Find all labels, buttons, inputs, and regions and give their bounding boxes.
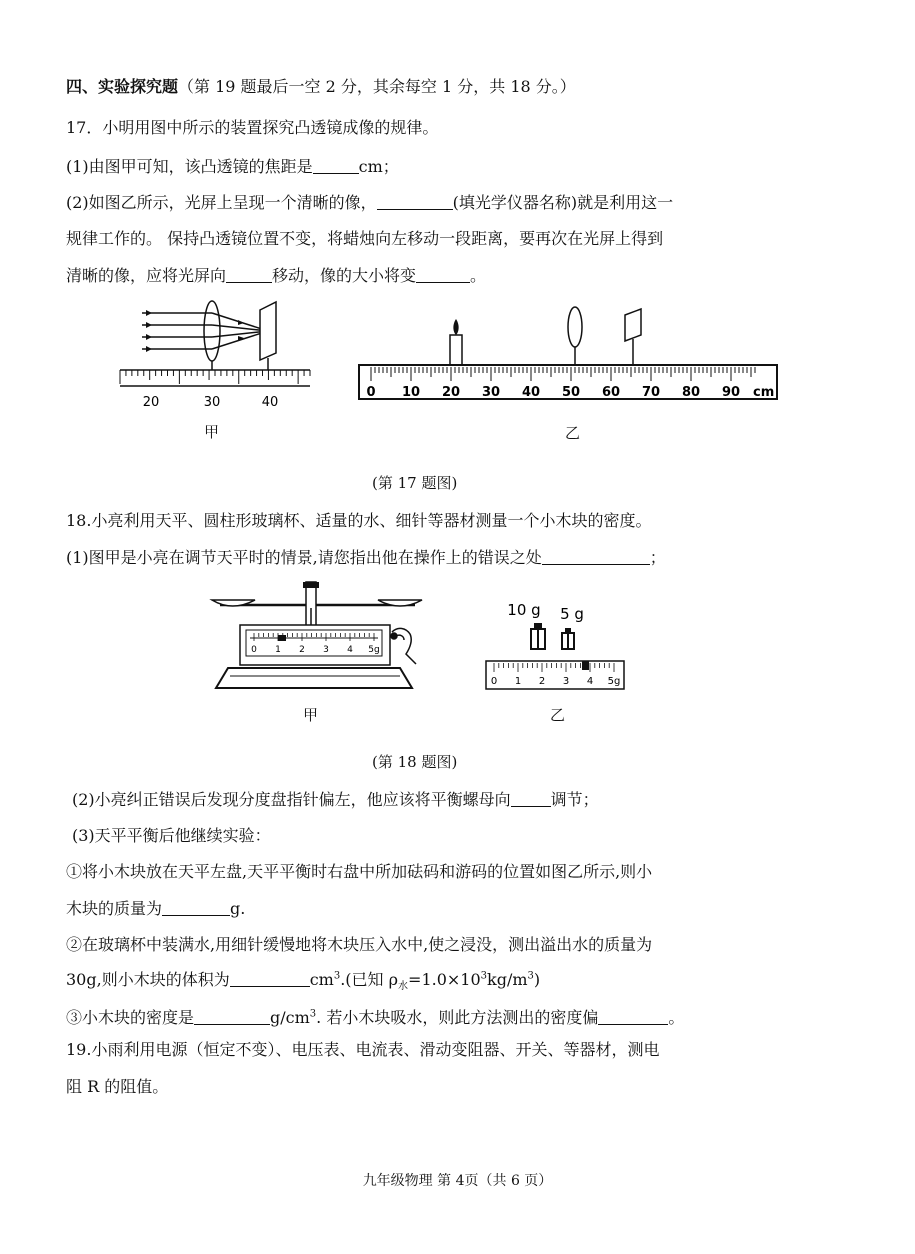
q18-step3 [66, 1008, 684, 1028]
q18-step1-text: 木块的质量为 [66, 899, 163, 918]
balance-scale-label: 2 [299, 645, 305, 655]
q18-step2-density: =1.0×10 [408, 970, 481, 989]
q17-fig-jia-label: 甲 [204, 423, 220, 441]
q18-part2-text: (2)小亮纠正错误后发现分度盘指针偏左，他应该将平衡螺母向 [72, 790, 511, 809]
rider-scale [486, 661, 624, 689]
q17-yi-tick-label: 40 [521, 385, 541, 400]
q18-step1-line2 [66, 899, 245, 919]
q18-step3-text-a: ③小木块的密度是 [66, 1008, 195, 1027]
light-screen [260, 302, 276, 370]
q17-answer-blank-3[interactable] [226, 266, 272, 283]
q18-fig-yi-label: 乙 [550, 706, 566, 724]
weight-5g-label: 5 g [560, 605, 584, 623]
q18-answer-blank-6[interactable] [598, 1008, 668, 1025]
q17-line3-text-c: 。 [470, 266, 487, 285]
screen-on-bench [625, 309, 641, 365]
q18-part1-end: ； [649, 548, 666, 567]
q17-yi-tick-label: 0 [366, 385, 376, 400]
q17-yi-tick-label: 10 [401, 385, 421, 400]
q18-fig-jia-label: 甲 [303, 706, 319, 724]
q18-step3-unit-exp: 3 [309, 1008, 317, 1020]
q18-step2-line2 [66, 970, 541, 993]
rider-scale-label: 4 [586, 676, 594, 687]
q17-figure-yi [357, 305, 782, 405]
q18-part3: (3)天平平衡后他继续实验： [72, 826, 271, 845]
q17-part1-unit: cm； [358, 157, 399, 176]
q18-part1 [66, 548, 666, 568]
rider [278, 635, 286, 641]
q18-step2-unit: cm [309, 970, 334, 989]
weight-10g-icon [531, 623, 545, 649]
q17-line3-text-a: 清晰的像，应将光屏向 [66, 266, 227, 285]
candle-icon [450, 319, 462, 365]
q18-step2-line1: ②在玻璃杯中装满水,用细针缓慢地将木块压入水中,使之浸没，测出溢出水的质量为 [66, 935, 653, 954]
q18-step1-line1: ①将小木块放在天平左盘,天平平衡时右盘中所加砝码和游码的位置如图乙所示,则小 [66, 862, 653, 881]
q18-answer-blank-4[interactable] [230, 970, 310, 987]
hand-icon [391, 628, 416, 664]
lens-on-bench [568, 307, 582, 365]
q18-step3-unit: g/cm [270, 1008, 310, 1027]
q18-caption: (第 18 题图) [372, 753, 458, 771]
q17-yi-unit: cm [753, 385, 775, 400]
q18-step2-given: .(已知 ρ [340, 970, 399, 989]
q17-yi-tick-label: 60 [601, 385, 621, 400]
q19-line1: 19.小雨利用电源（恒定不变）、电压表、电流表、滑动变阻器、开关、等器材，测电 [66, 1040, 660, 1059]
q18-figure-jia-balance [210, 580, 425, 695]
page-footer: 九年级物理 第 4页（共 6 页） [362, 1173, 553, 1189]
balance-scale-label: 5g [368, 645, 380, 655]
weight-10g-label: 10 g [507, 601, 541, 619]
weight-5g-icon [562, 628, 574, 649]
q17-part2-text-b: (填光学仪器名称)就是利用这一 [452, 193, 674, 212]
q17-part1 [66, 157, 399, 177]
q17-yi-tick-label: 80 [681, 385, 701, 400]
q17-fig-yi-label: 乙 [565, 424, 581, 442]
rider-scale-label: 0 [490, 676, 498, 687]
q17-part2-line2: 规律工作的。 保持凸透镜位置不变，将蜡烛向左移动一段距离，要再次在光屏上得到 [66, 229, 664, 248]
q18-answer-blank-5[interactable] [194, 1008, 270, 1025]
balance-scale-label: 4 [347, 645, 353, 655]
q19-line2: 阻 R 的阻值。 [66, 1077, 169, 1096]
q17-part1-text: (1)由图甲可知，该凸透镜的焦距是 [66, 157, 313, 176]
rider-scale-label: 1 [514, 676, 522, 687]
q18-stem: 18.小亮利用天平、圆柱形玻璃杯、适量的水、细针等器材测量一个小木块的密度。 [66, 511, 652, 530]
q18-answer-blank-1[interactable] [542, 548, 650, 565]
q17-figure-jia [120, 298, 320, 423]
rider-scale-label: 2 [538, 676, 546, 687]
q17-caption: (第 17 题图) [372, 474, 458, 492]
q17-part2-text-a: (2)如图乙所示，光屏上呈现一个清晰的像， [66, 193, 377, 212]
q18-part2-end: 调节； [550, 790, 599, 809]
q18-step2-density-unit-exp: 3 [527, 970, 534, 982]
q17-part2 [66, 193, 673, 213]
q18-answer-blank-3[interactable] [162, 899, 230, 916]
rider-scale-label: 5g [607, 676, 621, 687]
q17-part2-line3 [66, 266, 486, 286]
q17-jia-tick-20: 20 [142, 395, 160, 410]
q18-step2-close: ) [533, 970, 541, 989]
balance-scale-label: 0 [251, 645, 257, 655]
q17-answer-blank-4[interactable] [416, 266, 470, 283]
q17-answer-blank-2[interactable] [377, 193, 453, 210]
q17-stem: 17．小明用图中所示的装置探究凸透镜成像的规律。 [66, 118, 439, 137]
q18-answer-blank-2[interactable] [511, 790, 551, 807]
q18-step1-unit: g. [230, 899, 246, 918]
q17-jia-tick-40: 40 [261, 395, 279, 410]
q17-yi-tick-label: 30 [481, 385, 501, 400]
q18-step3-text-b: . 若小木块吸水，则此方法测出的密度偏 [316, 1008, 599, 1027]
balance-scale-label: 3 [323, 645, 329, 655]
q17-line3-text-b: 移动，像的大小将变 [272, 266, 417, 285]
balance-base [216, 668, 412, 688]
q18-part2 [72, 790, 599, 810]
rider-marker [582, 661, 589, 670]
q18-part1-text: (1)图甲是小亮在调节天平时的情景,请您指出他在操作上的错误之处 [66, 548, 542, 567]
balance-scale-label: 1 [275, 645, 281, 655]
rider-scale-label: 3 [562, 676, 570, 687]
section-scoring: （第 19 题最后一空 2 分，其余每空 1 分，共 18 分。） [178, 77, 576, 96]
q17-yi-tick-label: 50 [561, 385, 581, 400]
q17-yi-tick-label: 20 [441, 385, 461, 400]
q18-step2-unit-exp: 3 [333, 970, 341, 982]
q17-jia-tick-30: 30 [203, 395, 221, 410]
q18-step3-end: 。 [668, 1008, 685, 1027]
section-header [66, 77, 576, 97]
q18-step2-given-sub: 水 [398, 981, 409, 993]
q17-yi-tick-label: 70 [641, 385, 661, 400]
section-title: 四、实验探究题 [66, 77, 179, 96]
convex-lens [204, 301, 220, 361]
q17-answer-blank-1[interactable] [313, 157, 359, 174]
q18-figure-yi [484, 598, 634, 693]
q17-yi-tick-label: 90 [721, 385, 741, 400]
q17-jia-ruler [120, 370, 310, 386]
q18-step2-text: 30g,则小木块的体积为 [66, 970, 230, 989]
q18-step2-density-exp: 3 [480, 970, 488, 982]
q18-step2-density-unit: kg/m [487, 970, 528, 989]
